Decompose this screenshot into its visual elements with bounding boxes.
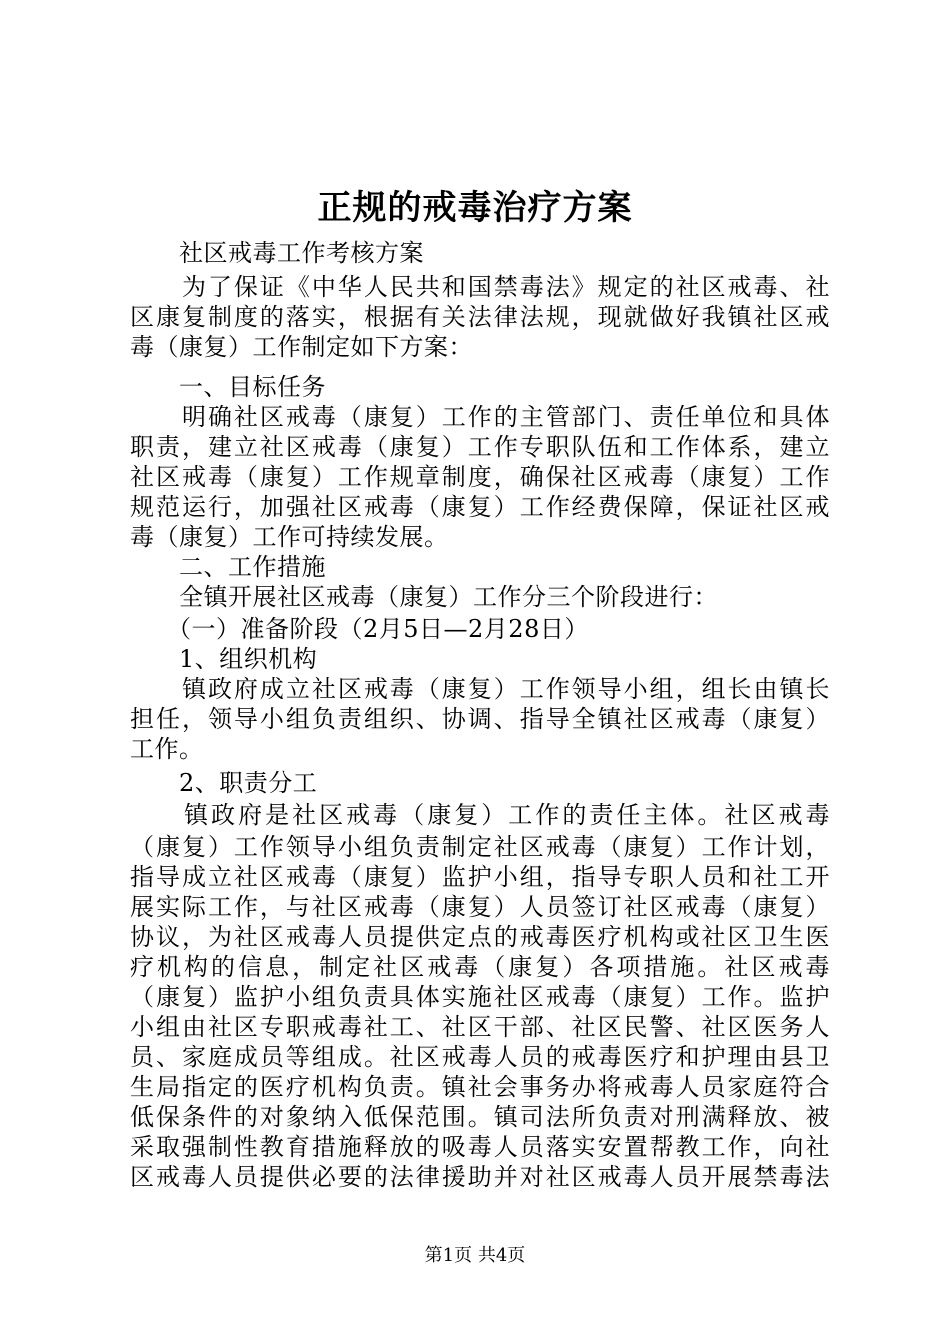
page-footer: 第1页 共4页 (424, 1245, 526, 1266)
body-line: 区戒毒人员提供必要的法律援助并对社区戒毒人员开展禁毒法 (130, 1163, 830, 1191)
body-line: （康复）监护小组负责具体实施社区戒毒（康复）工作。监护 (130, 983, 830, 1011)
body-line: 镇政府是社区戒毒（康复）工作的责任主体。社区戒毒 (130, 801, 830, 829)
document-title: 正规的戒毒治疗方案 (317, 188, 633, 228)
body-line: 员、家庭成员等组成。社区戒毒人员的戒毒医疗和护理由县卫 (130, 1043, 830, 1071)
body-line: 小组由社区专职戒毒社工、社区干部、社区民警、社区医务人 (130, 1013, 830, 1041)
body-line: 生局指定的医疗机构负责。镇社会事务办将戒毒人员家庭符合 (130, 1073, 830, 1101)
body-line: （康复）工作领导小组负责制定社区戒毒（康复）工作计划， (130, 833, 830, 861)
body-line: 2、职责分工 (130, 769, 318, 797)
body-line: 为了保证《中华人民共和国禁毒法》规定的社区戒毒、社 (130, 273, 830, 301)
body-line: 指导成立社区戒毒（康复）监护小组，指导专职人员和社工开 (130, 863, 830, 891)
body-line: 工作。 (130, 735, 204, 763)
body-line: 职责，建立社区戒毒（康复）工作专职队伍和工作体系，建立 (130, 433, 830, 461)
body-line: 1、组织机构 (130, 645, 318, 673)
body-line: 区康复制度的落实，根据有关法律法规，现就做好我镇社区戒 (130, 303, 830, 331)
body-line: 社区戒毒工作考核方案 (130, 239, 424, 267)
body-line: 二、工作措施 (130, 553, 326, 581)
body-line: 规范运行，加强社区戒毒（康复）工作经费保障，保证社区戒 (130, 493, 830, 521)
body-line: 担任，领导小组负责组织、协调、指导全镇社区戒毒（康复） (130, 705, 830, 733)
body-line: 明确社区戒毒（康复）工作的主管部门、责任单位和具体 (130, 403, 830, 431)
body-line: （一）准备阶段（2月5日—2月28日） (130, 615, 589, 643)
body-line: 一、目标任务 (130, 373, 326, 401)
body-line: 社区戒毒（康复）工作规章制度，确保社区戒毒（康复）工作 (130, 463, 830, 491)
body-line: 镇政府成立社区戒毒（康复）工作领导小组，组长由镇长 (130, 675, 830, 703)
body-line: 低保条件的对象纳入低保范围。镇司法所负责对刑满释放、被 (130, 1103, 830, 1131)
body-line: 协议，为社区戒毒人员提供定点的戒毒医疗机构或社区卫生医 (130, 923, 830, 951)
body-line: 全镇开展社区戒毒（康复）工作分三个阶段进行： (130, 583, 718, 611)
body-line: 展实际工作，与社区戒毒（康复）人员签订社区戒毒（康复） (130, 893, 830, 921)
body-line: 毒（康复）工作制定如下方案： (130, 333, 473, 361)
body-line: 毒（康复）工作可持续发展。 (130, 523, 449, 551)
body-line: 疗机构的信息，制定社区戒毒（康复）各项措施。社区戒毒 (130, 953, 830, 981)
body-line: 采取强制性教育措施释放的吸毒人员落实安置帮教工作，向社 (130, 1133, 830, 1161)
